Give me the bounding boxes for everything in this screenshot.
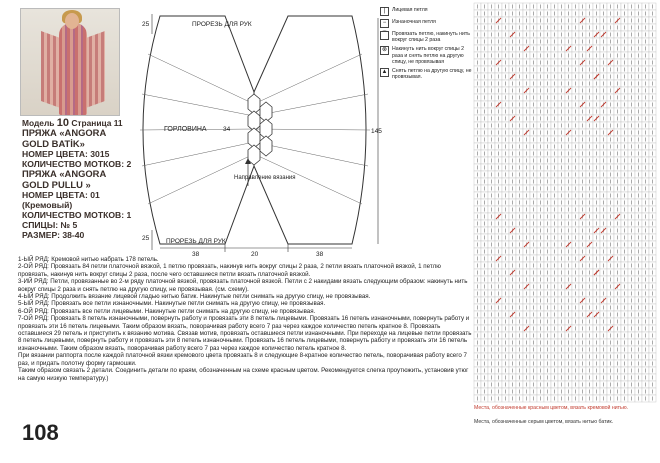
- model-page: Страница 11: [71, 118, 123, 128]
- motif-hexagons: [248, 94, 272, 165]
- instruction-row-2: 2-ОЙ РЯД: Провязать 84 петли платочной вязкой, 1 петлю провязать, накинув нить вокруг спицы 2 раза, 2 петли вязать платочной вязкой, 1 петлю провязать, накинув нить вокруг спицы 2 раза, после чего оставшиеся петли вязать платочной вязкой.: [18, 263, 441, 278]
- page-number: 108: [22, 420, 59, 445]
- needles: СПИЦЫ: № 5: [22, 220, 78, 230]
- model-photo: [20, 8, 120, 116]
- legend: [380, 7, 472, 83]
- armhole-bottom-label: ПРОРЕЗЬ ДЛЯ РУК: [166, 238, 226, 245]
- instruction-row-6: 6-ОЙ РЯД: Провязать все петли лицевыми. Накинутые петли снимать на другую спицу, не провязывая.: [18, 307, 316, 315]
- dim-top-left: 25: [142, 21, 150, 28]
- yarn1-title: ПРЯЖА «ANGORA GOLD BATİK»: [22, 127, 106, 149]
- chart-grid: [474, 3, 656, 402]
- direction-label: Направление вязания: [234, 175, 296, 181]
- legend-item: | Лицевая петля: [380, 7, 472, 16]
- neck-label: ГОРЛОВИНА: [164, 126, 207, 133]
- instruction-row-5: 5-ЫЙ РЯД: Провязать все петли изнаночными. Накинутые петли снимать на другую спицу, не провязывая.: [18, 300, 326, 308]
- yarn1-color: НОМЕР ЦВЕТА: 3015: [22, 149, 110, 159]
- legend-item: ⌒ Провязать петлю, накинуть нить вокруг спицы 2 раза: [381, 31, 470, 44]
- yarn1-qty: КОЛИЧЕСТВО МОТКОВ: 2: [22, 159, 132, 169]
- yarn2-title: ПРЯЖА «ANGORA GOLD PULLU »: [22, 168, 106, 190]
- model-figure: [59, 23, 87, 115]
- legend-item: ⊗ Накинуть нить вокруг спицы 2 раза и снять петлю на другую спицу, не провязывая: [381, 46, 464, 65]
- instruction-row-7: 7-ОЙ РЯД: Провязать 8 петель изнаночными, повернуть работу и провязать эти 8 петель лицевыми. Провязать 16 петель изнаночными, повернуть работу и провязать эти 16 петель лицевыми. Таким образом вязать, поворачивая работу всего 7 раз через каждое количество петель кратное 8. Провязать оставшиеся 29 петель и приступить к вязанию мотива. Связав мотив, провязать оставшиеся петли изнаночными. При переходе на лицевые петли провязать 8 петель лицевыми, повернуть работу и провязать эти 8 петель изнаночными. Провязать 16 петель лицевыми, повернуть работу и провязать эти 16 петель изнаночными. Таким образом вязать, поворачивая работу всего 7 раз через каждое количество петель кратное 8.: [18, 315, 472, 352]
- yarn-info: [22, 118, 134, 240]
- instruction-finish: Таким образом связать 2 детали. Соединить детали по краям, обозначенным на схеме красным цветом. Рекомендуется слегка проутюжить, установив утюг на самую низкую температуру.): [18, 367, 469, 382]
- chart-note-red: Места, обозначенные красным цветом, вязать кремовой нитью.: [474, 405, 629, 411]
- schematic-diagram: [130, 4, 382, 258]
- armhole-top-label: ПРОРЕЗЬ ДЛЯ РУК: [192, 21, 252, 28]
- legend-item: ▲ Снять петлю на другую спицу, не провязывая.: [381, 68, 472, 81]
- instructions: [18, 256, 473, 382]
- dim-b3: 38: [316, 251, 324, 258]
- legend-item: − Изнаночная петля: [380, 19, 472, 28]
- stitch-chart: [474, 3, 656, 403]
- instruction-repeat: При вязании раппорта после каждой платочной вязки кремового цвета провязать 8 и следующие 8-кратное количество петель, поворачивая работу всего 7 раз, и придать полотну форму гармошки.: [18, 352, 467, 367]
- dim-b1: 38: [192, 251, 200, 258]
- model-head: [65, 13, 79, 29]
- yarn2-color: НОМЕР ЦВЕТА: 01: [22, 190, 100, 200]
- yarn2-qty: КОЛИЧЕСТВО МОТКОВ: 1: [22, 210, 132, 220]
- size: РАЗМЕР: 38-40: [22, 230, 85, 240]
- dim-34: 34: [223, 126, 231, 133]
- yarn2-color-name: (Кремовый): [22, 200, 73, 210]
- dim-145: 145: [371, 128, 382, 135]
- instruction-row-3: 3-ИЙ РЯД: Петли, провязанные во 2-м ряду платочной вязкой, провязать платочной вязкой. Петли с 2 накидами вязать следующим образом: накинуть нить вокруг спицы 2 раза и снять петлю на другую спицу, не провязывая. (см. схему).: [18, 278, 468, 293]
- model-label: Модель: [22, 118, 55, 128]
- model-number: 10: [56, 117, 70, 129]
- instruction-row-4: 4-ЫЙ РЯД: Продолжить вязание лицевой гладью нитью батик. Накинутые петли снимать на другую спицу, не провязывая.: [18, 293, 371, 301]
- instruction-row-1: 1-ЫЙ РЯД: Кремовой нитью набрать 178 петель.: [18, 256, 159, 263]
- dim-b2: 20: [251, 251, 259, 258]
- chart-note-gray: Места, обозначенные серым цветом, вязать нитью батик.: [474, 419, 614, 425]
- dim-bottom-left: 25: [142, 235, 150, 242]
